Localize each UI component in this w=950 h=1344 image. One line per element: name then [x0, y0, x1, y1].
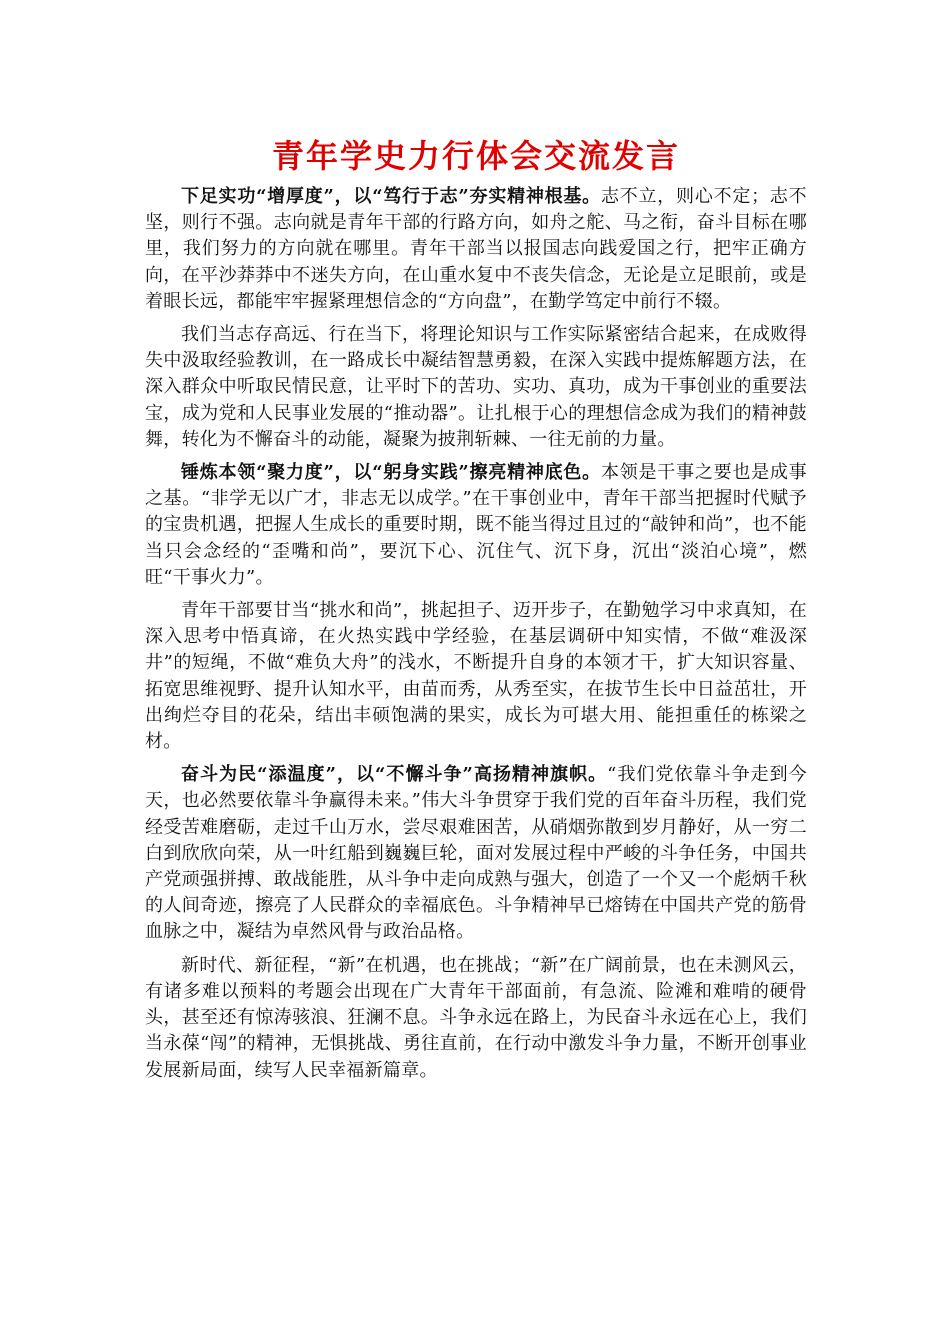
paragraph-5-heading: 奋斗为民“添温度”，以“不懈斗争”高扬精神旗帜。: [181, 764, 608, 786]
paragraph-5: [145, 762, 807, 945]
paragraph-4-body: 青年干部要甘当“挑水和尚”，挑起担子、迈开步子，在勤勉学习中求真知，在深入思考中悟真谛，在火热实践中学经验，在基层调研中知实情，不做“难汲深井”的短绳，不做“难负大舟”的浅水，不断提升自身的本领才干，扩大知识容量、拓宽思维视野、提升认知水平，由苗而秀，从秀至实，在拔节生长中日益茁壮，开出绚烂夺目的花朵，结出丰硕饱满的果实，成长为可堪大用、能担重任的栋梁之材。: [145, 600, 807, 753]
paragraph-1-body: 志不立，则心不定；志不坚，则行不强。志向就是青年干部的行路方向，如舟之舵、马之衔，奋斗目标在哪里，我们努力的方向就在哪里。青年干部当以报国志向践爱国之行，把牢正确方向，在平沙莽莽中不迷失方向，在山重水复中不丧失信念，无论是立足眼前，或是着眼长远，都能牢牢握紧理想信念的“方向盘”，在勤学笃定中前行不辍。: [145, 186, 807, 312]
paragraph-2-body: 我们当志存高远、行在当下，将理论知识与工作实际紧密结合起来，在成败得失中汲取经验教训，在一路成长中凝结智慧勇毅，在深入实践中提炼解题方法，在深入群众中听取民情民意，让平时下的苦功、实功、真功，成为干事创业的重要法宝，成为党和人民事业发展的“推动器”。让扎根于心的理想信念成为我们的精神鼓舞，转化为不懈奋斗的动能，凝聚为披荆斩棘、一往无前的力量。: [145, 324, 807, 450]
paragraph-1-heading: 下足实功“增厚度”，以“笃行于志”夯实精神根基。: [181, 186, 601, 207]
paragraph-1: [145, 184, 807, 315]
paragraph-6-body: 新时代、新征程，“新”在机遇，也在挑战；“新”在广阔前景，也在未测风云，有诸多难以预料的考题会出现在广大青年干部面前，有急流、险滩和难啃的硬骨头，甚至还有惊涛骇浪、狂澜不息。斗争永远在路上，为民奋斗永远在心上，我们当永葆“闯”的精神，无惧挑战、勇往直前，在行动中激发斗争力量，不断开创事业发展新局面，续写人民幸福新篇章。: [145, 954, 807, 1081]
paragraph-2: [145, 322, 807, 453]
paragraph-5-body: “我们党依靠斗争走到今天，也必然要依靠斗争赢得未来。”伟大斗争贯穿于我们党的百年奋斗历程，我们党经受苦难磨砺，走过千山万水，尝尽艰难困苦，从硝烟弥散到岁月静好，从一穷二白到欣欣向荣，从一叶红船到巍巍巨轮，面对发展过程中严峻的斗争任务，中国共产党顽强拼搏、敢战能胜，从斗争中走向成熟与强大，创造了一个又一个彪炳千秋的人间奇迹，擦亮了人民群众的幸福底色。斗争精神早已熔铸在中国共产党的筋骨血脉之中，凝结为卓然风骨与政治品格。: [145, 764, 807, 943]
document-title: 青年学史力行体会交流发言: [271, 137, 680, 175]
document-page: [145, 132, 807, 1091]
paragraph-3-heading: 锤炼本领“聚力度”，以“躬身实践”擦亮精神底色。: [181, 462, 601, 484]
paragraph-3-body: 本领是干事之要也是成事之基。“非学无以广才，非志无以成学。”在干事创业中，青年干部当把握时代赋予的宝贵机遇，把握人生成长的重要时期，既不能当得过且过的“敲钟和尚”，也不能当只会念经的“歪嘴和尚”，要沉下心、沉住气、沉下身，沉出“淡泊心境”，燃旺“干事火力”。: [145, 462, 807, 588]
paragraph-4: [145, 598, 807, 755]
paragraph-6: [145, 953, 807, 1084]
paragraph-3: [145, 460, 807, 591]
